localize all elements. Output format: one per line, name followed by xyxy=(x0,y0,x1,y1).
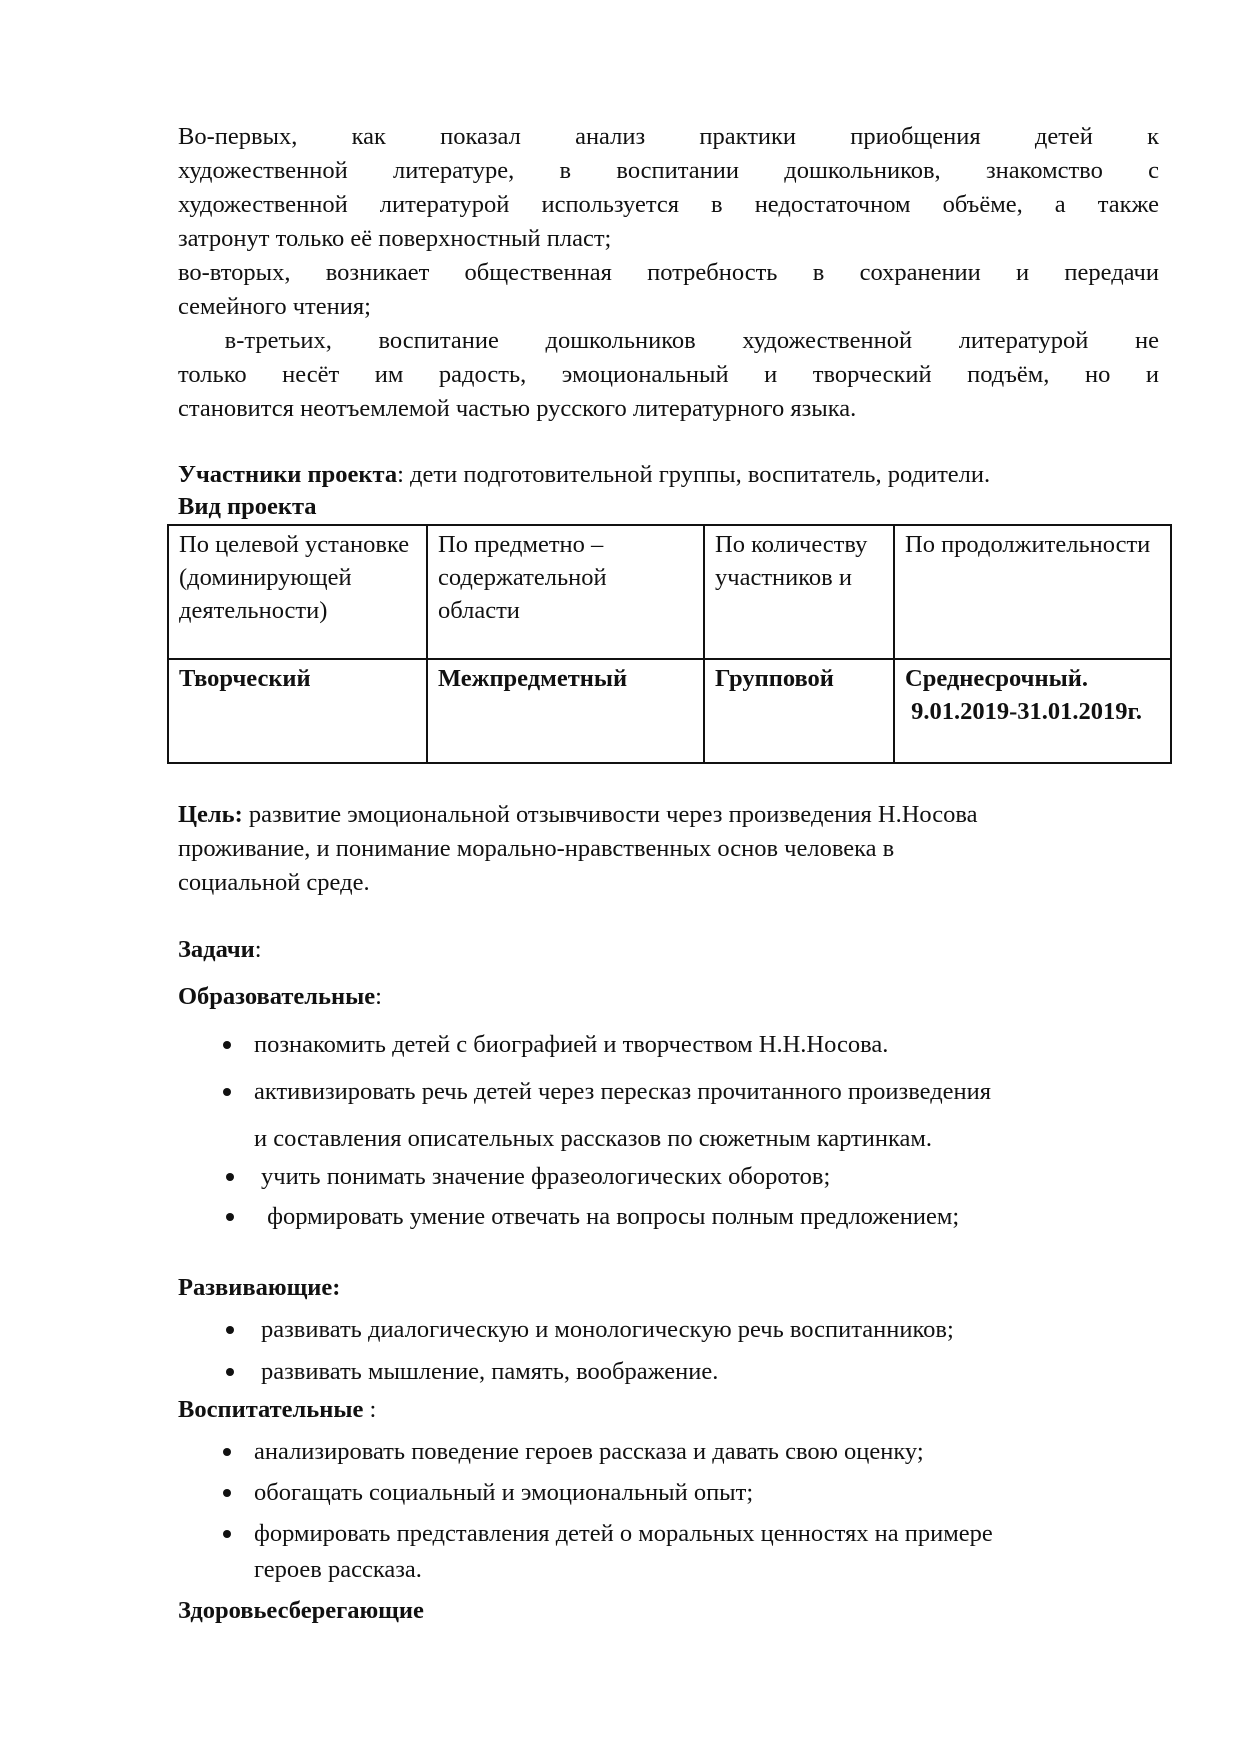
developing-heading: Развивающие: xyxy=(178,1274,341,1301)
heading-text: Воспитательные xyxy=(178,1396,364,1423)
list-item: познакомить детей с биографией и творчеством Н.Н.Носова. xyxy=(254,1027,1164,1063)
table-cell xyxy=(894,659,1171,763)
educational-heading: Образовательные: xyxy=(178,983,382,1010)
list-item-continuation: и составления описательных рассказов по сюжетным картинкам. xyxy=(254,1125,932,1152)
text-line: проживание, и понимание морально-нравственных основ человека в xyxy=(178,835,895,862)
participants xyxy=(178,458,1159,492)
upbringing-heading: Воспитательные : xyxy=(178,1396,377,1423)
list-item: учить понимать значение фразеологических оборотов; xyxy=(261,1159,1171,1195)
goal-label: Цель: xyxy=(178,801,243,828)
list-item: анализировать поведение героев рассказа и давать свою оценку; xyxy=(254,1434,1164,1470)
health-heading: Здоровьесберегающие xyxy=(178,1597,424,1624)
participants-label: Участники проекта xyxy=(178,461,398,488)
list-item: развивать диалогическую и монологическую речь воспитанников; xyxy=(261,1312,1171,1348)
table-cell: По целевой установке (доминирующей деятельности) xyxy=(168,525,427,659)
tasks-heading: Задачи: xyxy=(178,936,262,963)
text-line: становится неотъемлемой частью русского литературного языка. xyxy=(178,395,857,422)
dates: 9.01.2019-31.01.2019г. xyxy=(905,698,1143,725)
text-line: художественной литературе, в воспитании дошкольников, знакомство с xyxy=(178,157,1159,184)
table-cell: Групповой xyxy=(704,659,894,763)
table-header-row xyxy=(168,525,1171,659)
text-line: в-третьих, воспитание дошкольников художественной литературой не xyxy=(178,327,1159,354)
participants-text: : дети подготовительной группы, воспитатель, родители. xyxy=(397,461,991,488)
text-line: затронут только её поверхностный пласт; xyxy=(178,225,612,252)
duration: Среднесрочный. xyxy=(905,665,1088,692)
project-type-heading: Вид проекта xyxy=(178,493,317,520)
text-line: семейного чтения; xyxy=(178,293,371,320)
intro-paragraph xyxy=(178,120,1159,426)
list-item: активизировать речь детей через пересказ прочитанного произведения xyxy=(254,1074,1164,1110)
list-item: развивать мышление, память, воображение. xyxy=(261,1354,1171,1390)
text-line: социальной среде. xyxy=(178,869,370,896)
text-line: во-вторых, возникает общественная потребность в сохранении и передачи xyxy=(178,259,1159,286)
table-cell: Творческий xyxy=(168,659,427,763)
table-row xyxy=(168,659,1171,763)
text-line: Во-первых, как показал анализ практики приобщения детей к xyxy=(178,123,1159,150)
list-item: обогащать социальный и эмоциональный опыт; xyxy=(254,1475,1164,1511)
list-item-continuation: героев рассказа. xyxy=(254,1556,422,1583)
project-type-table xyxy=(167,524,1172,764)
heading-text: Образовательные xyxy=(178,983,376,1010)
table-cell: По предметно – содержательной области xyxy=(427,525,704,659)
list-item: формировать представления детей о моральных ценностях на примере xyxy=(254,1516,1164,1552)
text-line: художественной литературой используется в недостаточном объёме, а также xyxy=(178,191,1159,218)
goal xyxy=(178,798,1159,900)
table-cell: Межпредметный xyxy=(427,659,704,763)
table-cell: По продолжительности xyxy=(894,525,1171,659)
table-cell: По количеству участников и xyxy=(704,525,894,659)
text-line: развитие эмоциональной отзывчивости через произведения Н.Носова xyxy=(242,801,978,828)
heading-text: Задачи xyxy=(178,936,255,963)
text-line: только несёт им радость, эмоциональный и творческий подъём, но и xyxy=(178,361,1159,388)
list-item: формировать умение отвечать на вопросы полным предложением; xyxy=(261,1199,1171,1235)
